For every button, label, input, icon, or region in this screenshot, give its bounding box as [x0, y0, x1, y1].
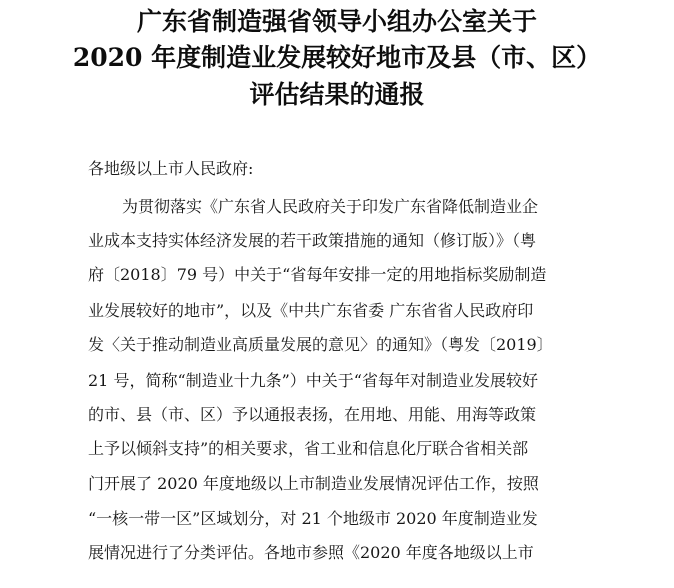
- body-line: 21 号，简称“制造业十九条”）中关于“省每年对制造业发展较好: [88, 371, 538, 390]
- salutation: 各地级以上市人民政府:: [88, 159, 254, 178]
- body-line: 业发展较好的地市”，以及《中共广东省委 广东省省人民政府印: [88, 301, 534, 320]
- body-line: 业成本支持实体经济发展的若干政策措施的通知（修订版）》（粤: [88, 231, 537, 250]
- body-line: 展情况进行了分类评估。各地市参照《2020 年度各地级以上市: [88, 543, 534, 562]
- document-title-line-1: 广东省制造强省领导小组办公室关于: [136, 7, 537, 36]
- document-title-line-3: 评估结果的通报: [249, 80, 425, 109]
- body-line: 为贯彻落实《广东省人民政府关于印发广东省降低制造业企: [122, 197, 539, 216]
- body-line: 发〈关于推动制造业高质量发展的意见〉的通知》（粤发〔2019〕: [88, 335, 553, 354]
- body-line: “一核一带一区”区域划分，对 21 个地级市 2020 年度制造业发: [88, 509, 538, 528]
- body-line: 府〔2018〕79 号）中关于“省每年安排一定的用地指标奖励制造: [88, 265, 547, 284]
- body-line: 门开展了 2020 年度地级以上市制造业发展情况评估工作，按照: [88, 474, 539, 493]
- body-line: 的市、县（市、区）予以通报表扬，在用地、用能、用海等政策: [88, 405, 537, 424]
- body-line: 上予以倾斜支持”的相关要求，省工业和信息化厅联合省相关部: [88, 439, 529, 458]
- document-title-line-2: 2020 年度制造业发展较好地市及县（市、区）: [72, 43, 602, 72]
